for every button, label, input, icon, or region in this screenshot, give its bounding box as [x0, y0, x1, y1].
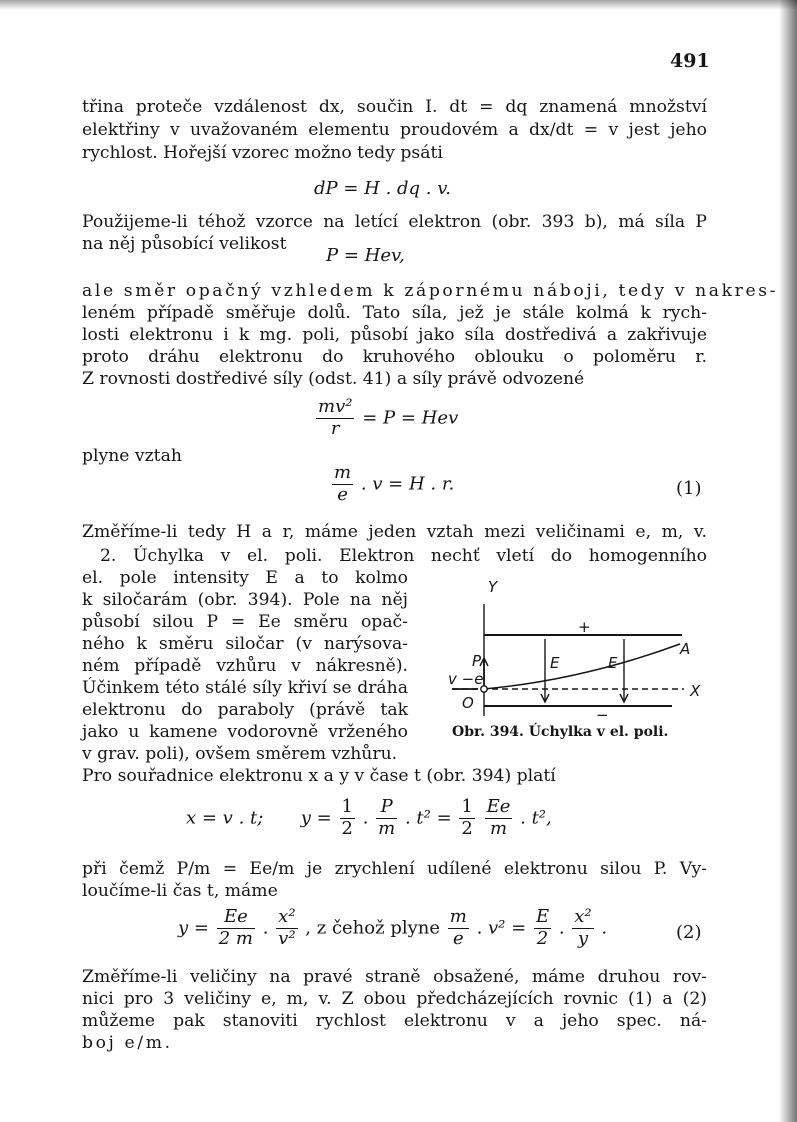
equation-p: P = Hev, — [326, 245, 405, 266]
text-line: Použijeme-li téhož vzorce na letící elektron (obr. 393 b), má síla P — [82, 212, 707, 232]
section-heading-line: 2. Úchylka v el. poli. Elektron nechť vletí do homogenního — [100, 546, 707, 566]
fraction-mv2-r — [316, 398, 354, 439]
label-velocity-charge: v −e — [448, 670, 484, 688]
equation-rest: . v = H . r. — [360, 473, 455, 495]
operator: . — [558, 917, 565, 939]
label-point-a: A — [680, 640, 691, 658]
denominator: m — [378, 817, 396, 839]
text-line: plyne vztah — [82, 446, 182, 466]
denominator: 2 — [536, 927, 549, 949]
equation-centripetal — [314, 398, 458, 439]
label-y-axis: Y — [488, 578, 498, 596]
equation-dp: dP = H . dq . v. — [314, 178, 451, 199]
numerator: Ee — [486, 796, 511, 817]
fraction-x2-y — [572, 908, 593, 949]
operator: . v² = — [476, 917, 527, 939]
label-field: E — [608, 654, 618, 672]
denominator: 2 — [341, 817, 353, 839]
text-line: elektřiny v uvažovaném elementu proudovém a dx/dt = v jest jeho — [82, 120, 707, 140]
text-line: Pro souřadnice elektronu x a y v čase t (obr. 394) platí — [82, 766, 556, 786]
fraction-ee-2m — [217, 908, 255, 949]
numerator: E — [535, 906, 550, 927]
scan-edge-shadow — [779, 0, 797, 1122]
text-line: Účinkem této stálé síly křiví se dráha — [82, 678, 408, 698]
page-number: 491 — [670, 50, 710, 72]
text-line: rychlost. Hořejší vzorec možno tedy psáti — [82, 143, 443, 163]
operator: . — [362, 807, 369, 829]
text-line: elektronu do paraboly (právě tak — [82, 700, 408, 720]
text-line: můžeme pak stanoviti rychlost elektronu v a jeho spec. ná- — [82, 1011, 707, 1031]
fraction-e-2 — [534, 908, 551, 949]
text-line: v grav. poli), ovšem směrem vzhůru. — [82, 744, 398, 764]
fraction-x2-v2 — [276, 908, 297, 949]
text-line: ného k směru siločar (v narýsova- — [82, 634, 408, 654]
label-x-axis: X — [690, 682, 701, 700]
figure-394 — [412, 576, 702, 722]
text-line: na něj působící velikost — [82, 234, 287, 254]
operator: . t² = — [404, 807, 452, 829]
equation-x: x = v . t; — [186, 807, 264, 829]
equation-number-2: (2) — [676, 922, 702, 943]
text-line: el. pole intensity E a to kolmo — [82, 568, 408, 588]
numerator: x² — [574, 906, 592, 927]
equation-y-lhs: y = — [300, 807, 332, 829]
fraction-m-e — [332, 464, 353, 505]
denominator: e — [337, 483, 348, 505]
text-line: losti elektronu i k mg. poli, působí jako síla dostředivá a zakřivuje — [82, 325, 707, 345]
numerator: 1 — [461, 796, 473, 817]
numerator: m — [334, 462, 352, 483]
denominator: y — [577, 927, 589, 949]
denominator: v² — [278, 927, 296, 949]
fraction-ee-m — [485, 798, 513, 839]
label-origin: O — [462, 694, 474, 712]
text-line: boj e/m. — [82, 1033, 173, 1053]
denominator: 2 m — [218, 927, 253, 949]
text-line: Z rovnosti dostředivé síly (odst. 41) a síly právě odvozené — [82, 369, 585, 389]
equation-number-1: (1) — [676, 478, 702, 499]
text-line: ale směr opačný vzhledem k zápornému náboji, tedy v nakres- — [82, 281, 779, 301]
scan-top-shadow — [0, 0, 797, 10]
operator: . t², — [520, 807, 552, 829]
fraction-m-e — [448, 908, 469, 949]
denominator: m — [489, 817, 508, 839]
equation-rest: = P = Hev — [362, 407, 459, 429]
text-line: Změříme-li veličiny na pravé straně obsažené, máme druhou rov- — [82, 967, 707, 987]
equation-ratio — [330, 464, 454, 505]
label-plus: + — [578, 618, 591, 636]
denominator: r — [330, 417, 340, 439]
denominator: 2 — [461, 817, 473, 839]
text-line: leném případě směřuje dolů. Tato síla, jež je stále kolmá k rych- — [82, 303, 707, 323]
label-force: P — [472, 652, 482, 670]
label-field: E — [550, 654, 560, 672]
equation-y-lhs: y = — [178, 917, 209, 939]
numerator: 1 — [341, 796, 353, 817]
text-line: nici pro 3 veličiny e, m, v. Z obou předcházejících rovnic (1) a (2) — [82, 989, 707, 1009]
equation-connector: , z čehož plyne — [305, 917, 441, 939]
fraction-one-half — [459, 798, 474, 839]
numerator: Ee — [217, 908, 255, 929]
operator: . — [262, 917, 269, 939]
fraction-one-half — [340, 798, 355, 839]
label-minus: − — [596, 706, 609, 722]
operator: . — [601, 917, 608, 939]
text-line: k siločarám (obr. 394). Pole na něj — [82, 590, 408, 610]
text-line: třina proteče vzdálenost dx, součin I. dt = dq znamená množství — [82, 97, 707, 117]
text-line: Změříme-li tedy H a r, máme jeden vztah mezi veličinami e, m, v. — [82, 522, 707, 542]
text-line: loučíme-li čas t, máme — [82, 881, 278, 901]
text-line: proto dráhu elektronu do kruhového oblouku o poloměru r. — [82, 347, 707, 367]
numerator: P — [376, 798, 397, 819]
numerator: mv² — [318, 396, 353, 417]
text-line: působí silou P = Ee směru opač- — [82, 612, 408, 632]
text-line: ném případě vzhůru v nákresně). — [82, 656, 408, 676]
text-line: jako u kamene vodorovně vrženého — [82, 722, 408, 742]
parabolic-path — [484, 644, 680, 689]
equation-parabola — [178, 908, 607, 949]
equation-coordinates — [186, 798, 552, 839]
numerator: x² — [276, 908, 297, 929]
denominator: e — [452, 927, 464, 949]
text-line: při čemž P/m = Ee/m je zrychlení udílené elektronu silou P. Vy- — [82, 859, 707, 879]
fraction-p-m — [376, 798, 397, 839]
numerator: m — [449, 906, 467, 927]
figure-caption: Obr. 394. Úchylka v el. poli. — [452, 724, 669, 740]
